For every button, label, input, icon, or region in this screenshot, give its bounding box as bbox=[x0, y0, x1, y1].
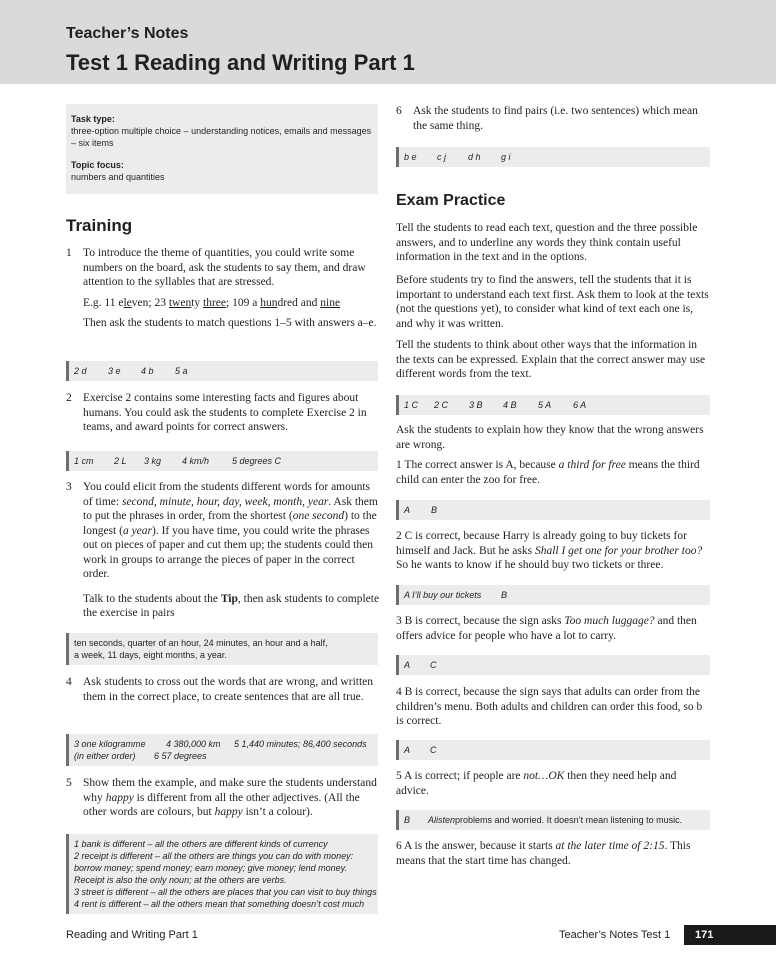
explanation-2: 2 C is correct, because Harry is already going to buy tickets for himself and Jack. But he asks Shall I get one for your brother too? So he wants to know if he should buy two tickets or three. bbox=[396, 530, 703, 571]
task-type-label: Task type: bbox=[71, 114, 115, 124]
answer-box-6: b e c j d h g i bbox=[396, 147, 710, 167]
explanation-3: 3 B is correct, because the sign asks Too much luggage? and then offers advice for people who have a lot to carry. bbox=[396, 615, 697, 642]
explanation-5-answer: B A listen problems and worried. It doesn’t mean listening to music. bbox=[396, 810, 710, 830]
exam-answer-box: 1 C 2 C 3 B 4 B 5 A 6 A bbox=[396, 395, 710, 415]
training-heading: Training bbox=[66, 216, 133, 235]
item-1-text: To introduce the theme of quantities, you could write some numbers on the board, ask the students to say them, and draw attention to the syllables that are stressed. bbox=[83, 247, 366, 288]
exam-practice-heading: Exam Practice bbox=[396, 192, 506, 209]
item-3-tip: Talk to the students about the Tip, then ask students to complete the exercise in pairs bbox=[83, 592, 380, 619]
task-type-text: three-option multiple choice – understanding notices, emails and messages – six items bbox=[71, 126, 372, 148]
explanation-1-answer: A B bbox=[396, 500, 710, 520]
header-title: Test 1 Reading and Writing Part 1 bbox=[66, 50, 415, 75]
answer-box-1: 2 d 3 e 4 b 5 a bbox=[66, 361, 378, 381]
answer-box-3: ten seconds, quarter of an hour, 24 minutes, an hour and a half, a week, 11 days, eight months, a year. bbox=[66, 633, 378, 665]
explanation-6: 6 A is the answer, because it starts at the later time of 2:15. This means that the start time has changed. bbox=[396, 840, 691, 867]
topic-focus-label: Topic focus: bbox=[71, 160, 124, 170]
explanation-4: 4 B is correct, because the sign says that adults can order from the children’s menu. Both adults and children can order this food, so b is correct. bbox=[396, 686, 703, 727]
answer-box-5: 1 bank is different – all the others are different kinds of currency 2 receipt is different – all the others are things you can do with money: borrow money; spend money; earn money; give money; lend money. Receipt is also the only noun; at the others are verbs. 3 street is different – all the others are places that you can visit to buy things 4 rent is different – all the others mean that something doesn’t cost much bbox=[66, 834, 378, 914]
explanation-3-answer: A C bbox=[396, 655, 710, 675]
task-info-box bbox=[66, 104, 378, 194]
training-item-5: 5 Show them the example, and make sure the students understand why happy is different from all the other adjectives. (All the other words are colours, but happy isn’t a colour). bbox=[66, 776, 380, 820]
explanation-2-answer: A I’ll buy our tickets B bbox=[396, 585, 710, 605]
header-subtitle: Teacher’s Notes bbox=[66, 25, 189, 42]
item-5-text: Show them the example, and make sure the students understand why happy is different from all the other adjectives. (All the other words are colours, but happy isn’t a colour). bbox=[83, 777, 377, 818]
item-1-then: Then ask the students to match questions 1–5 with answers a–e. bbox=[83, 317, 377, 329]
explanation-4-answer: A C bbox=[396, 740, 710, 760]
explanation-5: 5 A is correct; if people are not…OK then they need help and advice. bbox=[396, 770, 677, 797]
page-header bbox=[0, 0, 776, 84]
item-3-text: You could elicit from the students different words for amounts of time: second, minute, hour, day, week, month, year. Ask them to put the phrases in order, from the shortest (one second) to the longest (a year). If you have time, you could write the phrases out on pieces of paper and cut them up; the students could then work in groups to arrange the pieces of paper in the correct order. bbox=[83, 481, 378, 580]
item-4-text: Ask students to cross out the words that are wrong, and written them in the correct place, to create sentences that are all true. bbox=[83, 676, 374, 703]
item-2-text: Exercise 2 contains some interesting facts and figures about humans. You could ask the students to complete Exercise 2 in teams, and award points for correct answers. bbox=[83, 392, 367, 433]
footer-section-label: Reading and Writing Part 1 bbox=[66, 929, 198, 941]
training-item-3: 3 You could elicit from the students different words for amounts of time: second, minute, hour, day, week, month, year. Ask them to put the phrases in order, from the shortest (one second) to the longest (a year). If you have time, you could write the phrases out on pieces of paper and cut them up; the students could then work in groups to arrange the pieces of paper in the correct order. Talk to the students about the Tip, then ask students to complete the exercise in pairs bbox=[66, 481, 380, 619]
exam-para-4: Ask the students to explain how they know that the wrong answers are wrong. bbox=[396, 424, 704, 451]
training-item-1: 1 To introduce the theme of quantities, you could write some numbers on the board, ask the students to say them, and draw attention to the syllables that are stressed. E.g. 11 eleven; 23 twenty three; 109 a hundred and nine Then ask the students to match questions 1–5 with answers a–e. bbox=[66, 246, 380, 331]
footer-book-label: Teacher’s Notes Test 1 bbox=[559, 929, 671, 941]
training-item-2: 2 Exercise 2 contains some interesting facts and figures about humans. You could ask the students to complete Exercise 2 in teams, and award points for correct answers. bbox=[66, 391, 380, 435]
topic-focus-text: numbers and quantities bbox=[71, 172, 165, 182]
exam-para-1: Tell the students to read each text, question and the three possible answers, and to underline any words they think contain useful information in the text and in the options. bbox=[396, 222, 698, 263]
page-number: 171 bbox=[684, 925, 776, 945]
training-item-4: 4 Ask students to cross out the words that are wrong, and written them in the correct place, to create sentences that are all true. bbox=[66, 675, 380, 704]
exam-para-3: Tell the students to think about other ways that the information in the texts can be expressed. Explain that the correct answer may use different words from the text. bbox=[396, 339, 706, 380]
training-item-6: 6 Ask the students to find pairs (i.e. two sentences) which mean the same thing. bbox=[396, 104, 710, 133]
answer-box-2: 1 cm 2 L 3 kg 4 km/h 5 degrees C bbox=[66, 451, 378, 471]
answer-box-4: 3 one kilogramme 4 380,000 km 5 1,440 minutes; 86,400 seconds (in either order) 6 57 degrees bbox=[66, 734, 378, 766]
item-1-example: E.g. 11 eleven; 23 twenty three; 109 a hundred and nine bbox=[83, 296, 341, 309]
item-6-text: Ask the students to find pairs (i.e. two sentences) which mean the same thing. bbox=[413, 105, 698, 132]
explanation-1: 1 The correct answer is A, because a third for free means the third child can enter the zoo for free. bbox=[396, 459, 700, 486]
exam-para-2: Before students try to find the answers, tell the students that it is important to understand each text first. Ask them to look at the texts (not the questions yet), to consider what kind of text each one is, and why it was written. bbox=[396, 274, 709, 330]
